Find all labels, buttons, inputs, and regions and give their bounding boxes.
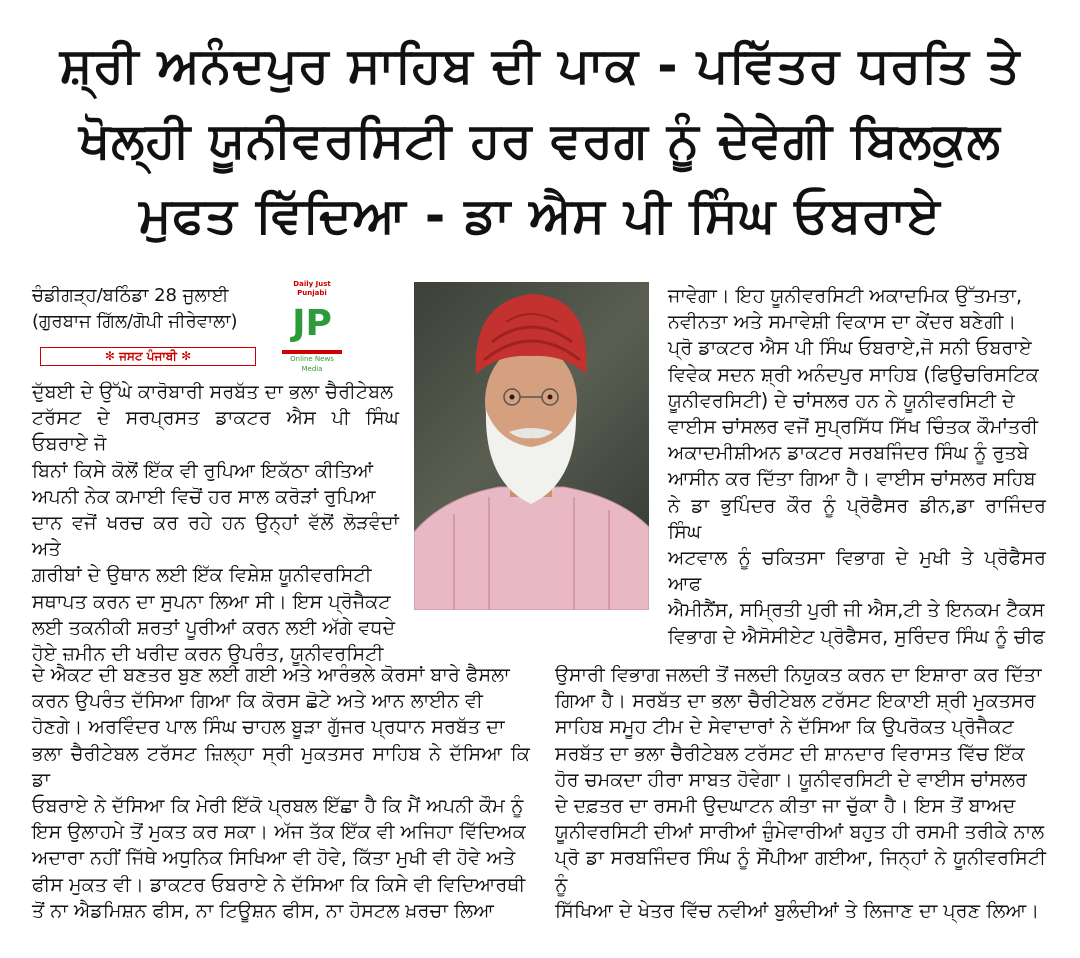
text-line: ਇਸ ਉਲਾਹਮੇ ਤੋਂ ਮੁਕਤ ਕਰ ਸਕਾ। ਅੱਜ ਤੱਕ ਇੱਕ ਵੀ ਅਜਿਹਾ ਵਿੱਦਿਅਕ — [32, 820, 526, 844]
right-column-bottom — [555, 662, 1046, 924]
right-column-top — [668, 283, 1046, 650]
logo-letters: JP — [282, 298, 342, 354]
text-line: ਹੋਰ ਚਮਕਦਾ ਹੀਰਾ ਸਾਬਤ ਹੋਵੇਗਾ। ਯੂਨੀਵਰਸਿਟੀ ਦੇ ਵਾਈਸ ਚਾਂਸਲਰ — [555, 767, 1027, 791]
text-line: ਸਾਹਿਬ ਸਮੂਹ ਟੀਮ ਦੇ ਸੇਵਾਦਾਰਾਂ ਨੇ ਦੱਸਿਆ ਕਿ ਉਪਰੋਕਤ ਪ੍ਰੋਜੈਕਟ — [555, 715, 1014, 739]
left-column-top — [32, 379, 399, 667]
headline — [20, 28, 1060, 253]
logo-bottom-text: Online News Media — [290, 355, 334, 373]
dateline — [32, 283, 238, 335]
text-line: ਟਰੱਸਟ ਦੇ ਸਰਪ੍ਰਸਤ ਡਾਕਟਰ ਐਸ ਪੀ ਸਿੰਘ ਓਬਰਾਏ ਜੋ — [32, 406, 399, 456]
text-line: ਗਿਆ ਹੈ। ਸਰਬੱਤ ਦਾ ਭਲਾ ਚੈਰੀਟੇਬਲ ਟਰੱਸਟ ਇਕਾਈ ਸ਼੍ਰੀ ਮੁਕਤਸਰ — [555, 689, 1036, 713]
text-line: ਦੇ ਦਫ਼ਤਰ ਦਾ ਰਸਮੀ ਉਦਘਾਟਨ ਕੀਤਾ ਜਾ ਚੁੱਕਾ ਹੈ। ਇਸ ਤੋਂ ਬਾਅਦ — [555, 794, 1016, 818]
text-line: ਆਸੀਨ ਕਰ ਦਿੱਤਾ ਗਿਆ ਹੈ। ਵਾਈਸ ਚਾਂਸਲਰ ਸਹਿਬ — [668, 467, 1036, 491]
text-line: ਨੇ ਡਾ ਭੁਪਿੰਦਰ ਕੌਰ ਨੂੰ ਪ੍ਰੋਫੈਸਰ ਡੀਨ,ਡਾ ਰਾਜਿੰਦਰ ਸਿੰਘ — [668, 493, 1046, 543]
portrait-photo — [414, 282, 649, 610]
text-line: ਸਰਬੱਤ ਦਾ ਭਲਾ ਚੈਰੀਟੇਬਲ ਟਰੱਸਟ ਦੀ ਸ਼ਾਨਦਾਰ ਵਿਰਾਸਤ ਵਿੱਚ ਇੱਕ — [555, 741, 1025, 765]
logo-top-text: Daily Just Punjabi — [293, 280, 331, 297]
left-column-bottom — [32, 662, 530, 924]
text-line: ਅਪਨੀ ਨੇਕ ਕਮਾਈ ਵਿਚੋਂ ਹਰ ਸਾਲ ਕਰੋੜਾਂ ਰੁਪਿਆ — [32, 484, 376, 508]
text-line: ਪ੍ਰੋ ਡਾਕਟਰ ਐਸ ਪੀ ਸਿੰਘ ਓਬਰਾਏ,ਜੋ ਸਨੀ ਓਬਰਾਏ — [668, 336, 1032, 360]
text-line: ਐਮੀਨੈਂਸ, ਸਮ੍ਰਿਤੀ ਪੁਰੀ ਜੀ ਐਸ,ਟੀ ਤੇ ਇਨਕਮ ਟੈਕਸ — [668, 598, 1045, 622]
headline-line: ਮੁਫਤ ਵਿੱਦਿਆ - ਡਾ ਐਸ ਪੀ ਸਿੰਘ ਓਬਰਾਏ — [139, 187, 941, 244]
text-line: ਪ੍ਰੋ ਡਾ ਸਰਬਜਿੰਦਰ ਸਿੰਘ ਨੂੰ ਸੌਂਪੀਆ ਗਈਆ, ਜਿਨ੍ਹਾਂ ਨੇ ਯੂਨੀਵਰਸਿਟੀ ਨੂੰ — [555, 846, 1046, 896]
dateline-place-date: ਚੰਡੀਗੜ੍ਹ/ਬਠਿੰਡਾ 28 ਜੁਲਾਈ — [32, 285, 229, 306]
text-line: ਅਕਾਦਮੀਸ਼ੀਅਨ ਡਾਕਟਰ ਸਰਬਜਿੰਦਰ ਸਿੰਘ ਨੂੰ ਰੁਤਬੇ — [668, 441, 1029, 465]
text-line: ਦੇ ਐਕਟ ਦੀ ਬਣਤਰ ਬੁਣ ਲਈ ਗਈ ਅਤੇ ਆਰੰਭਲੇ ਕੋਰਸਾਂ ਬਾਰੇ ਫੈਸਲਾ — [32, 663, 510, 686]
text-line: ਹੋਣਗੇ। ਅਰਵਿੰਦਰ ਪਾਲ ਸਿੰਘ ਚਾਹਲ ਬੂੜਾ ਗੁੱਜਰ ਪ੍ਰਧਾਨ ਸਰਬੱਤ ਦਾ — [32, 715, 505, 739]
text-line: ਗ਼ਰੀਬਾਂ ਦੇ ਉਥਾਨ ਲਈ ਇੱਕ ਵਿਸ਼ੇਸ਼ ਯੂਨੀਵਰਸਿਟੀ — [32, 563, 372, 587]
dateline-reporters: (ਗੁਰਬਾਜ ਗਿੱਲ/ਗੋਪੀ ਜੀਰੇਵਾਲਾ) — [32, 311, 238, 332]
text-line: ਅਦਾਰਾ ਨਹੀਂ ਜਿੱਥੇ ਅਧੁਨਿਕ ਸਿਖਿਆ ਵੀ ਹੋਵੇ, ਕਿੱਤਾ ਮੁਖੀ ਵੀ ਹੋਵੇ ਅਤੇ — [32, 846, 516, 870]
text-line: ਯੂਨੀਵਰਸਿਟੀ) ਦੇ ਚਾਂਸਲਰ ਹਨ ਨੇ ਯੂਨੀਵਰਸਿਟੀ ਦੇ — [668, 388, 1015, 412]
text-line: ਓਬਰਾਏ ਨੇ ਦੱਸਿਆ ਕਿ ਮੇਰੀ ਇੱਕੋ ਪ੍ਰਬਲ ਇੱਛਾ ਹੈ ਕਿ ਮੈਂ ਅਪਨੀ ਕੌਮ ਨੂੰ — [32, 794, 524, 818]
text-line: ਬਿਨਾਂ ਕਿਸੇ ਕੋਲੋਂ ਇੱਕ ਵੀ ਰੁਪਿਆ ਇਕੱਠਾ ਕੀਤਿਆਂ — [32, 458, 374, 482]
text-line: ਅਟਵਾਲ ਨੂੰ ਚਕਿਤਸਾ ਵਿਭਾਗ ਦੇ ਮੁਖੀ ਤੇ ਪ੍ਰੋਫੈਸਰ ਆਫ — [668, 546, 1046, 596]
text-line: ਵਾਈਸ ਚਾਂਸਲਰ ਵਜੋਂ ਸੁਪ੍ਰਸਿੱਧ ਸਿੱਖ ਚਿੰਤਕ ਕੌਮਾਂਤਰੀ — [668, 415, 1039, 439]
text-line: ਸਥਾਪਤ ਕਰਨ ਦਾ ਸੁਪਨਾ ਲਿਆ ਸੀ। ਇਸ ਪ੍ਰੋਜੈਕਟ — [32, 589, 391, 613]
text-line: ਸਿੱਖਿਆ ਦੇ ਖੇਤਰ ਵਿੱਚ ਨਵੀਆਂ ਬੁਲੰਦੀਆਂ ਤੇ ਲਿਜਾਣ ਦਾ ਪ੍ਰਣ ਲਿਆ। — [555, 898, 1040, 922]
text-line: ਹੋਏ ਜ਼ਮੀਨ ਦੀ ਖਰੀਦ ਕਰਨ ਉਪਰੰਤ, ਯੂਨੀਵਰਸਿਟੀ — [32, 642, 384, 666]
text-line: ਜਾਵੇਗਾ। ਇਹ ਯੂਨੀਵਰਸਿਟੀ ਅਕਾਦਮਿਕ ਉੱਤਮਤਾ, — [668, 284, 1023, 307]
text-line: ਵਿਵੇਕ ਸਦਨ ਸ਼੍ਰੀ ਅਨੰਦਪੁਰ ਸਾਹਿਬ (ਫਿਉਚਰਿਸਟਿਕ — [668, 362, 1039, 386]
text-line: ਦੁੱਬਈ ਦੇ ਉੱਘੇ ਕਾਰੋਬਾਰੀ ਸਰਬੱਤ ਦਾ ਭਲਾ ਚੈਰੀਟੇਬਲ — [32, 380, 394, 403]
text-line: ਉਸਾਰੀ ਵਿਭਾਗ ਜਲਦੀ ਤੋਂ ਜਲਦੀ ਨਿਯੁਕਤ ਕਰਨ ਦਾ ਇਸ਼ਾਰਾ ਕਰ ਦਿੱਤਾ — [555, 663, 1042, 686]
text-line: ਨਵੀਨਤਾ ਅਤੇ ਸਮਾਵੇਸ਼ੀ ਵਿਕਾਸ ਦਾ ਕੇਂਦਰ ਬਣੇਗੀ। — [668, 310, 1017, 334]
text-line: ਵਿਭਾਗ ਦੇ ਐਸੋਸੀਏਟ ਪ੍ਰੋਫੈਸਰ, ਸੁਰਿੰਦਰ ਸਿੰਘ ਨੂੰ ਚੀਫ — [668, 624, 1045, 648]
text-line: ਕਰਨ ਉਪਰੰਤ ਦੱਸਿਆ ਗਿਆ ਕਿ ਕੋਰਸ ਛੋਟੇ ਅਤੇ ਆਨ ਲਾਈਨ ਵੀ — [32, 689, 483, 713]
text-line: ਦਾਨ ਵਜੋਂ ਖਰਚ ਕਰ ਰਹੇ ਹਨ ਉਨ੍ਹਾਂ ਵੱਲੋਂ ਲੋੜਵੰਦਾਂ ਅਤੇ — [32, 511, 399, 561]
headline-line: ਖੋਲ੍ਹੀ ਯੂਨੀਵਰਸਿਟੀ ਹਰ ਵਰਗ ਨੂੰ ਦੇਵੇਗੀ ਬਿਲਕੁਲ — [79, 112, 1001, 169]
text-line: ਭਲਾ ਚੈਰੀਟੇਬਲ ਟਰੱਸਟ ਜ਼ਿਲ੍ਹਾ ਸ੍ਰੀ ਮੁਕਤਸਰ ਸਾਹਿਬ ਨੇ ਦੱਸਿਆ ਕਿ ਡਾ — [32, 741, 530, 791]
text-line: ਤੋਂ ਨਾ ਐਡਮਿਸ਼ਨ ਫੀਸ, ਨਾ ਟਿਊਸ਼ਨ ਫੀਸ, ਨਾ ਹੋਸਟਲ ਖ਼ਰਚਾ ਲਿਆ — [32, 898, 495, 922]
headline-line: ਸ਼੍ਰੀ ਅਨੰਦਪੁਰ ਸਾਹਿਬ ਦੀ ਪਾਕ - ਪਵਿੱਤਰ ਧਰਤਿ ਤੇ — [59, 37, 1021, 94]
text-line: ਲਈ ਤਕਨੀਕੀ ਸ਼ਰਤਾਂ ਪੂਰੀਆਂ ਕਰਨ ਲਈ ਅੱਗੇ ਵਧਦੇ — [32, 615, 396, 639]
text-line: ਯੂਨੀਵਰਸਿਟੀ ਦੀਆਂ ਸਾਰੀਆਂ ਜ਼ੁੰਮੇਵਾਰੀਆਂ ਬਹੁਤ ਹੀ ਰਸਮੀ ਤਰੀਕੇ ਨਾਲ — [555, 820, 1045, 844]
text-line: ਫੀਸ ਮੁਕਤ ਵੀ। ਡਾਕਟਰ ਓਬਰਾਏ ਨੇ ਦੱਸਿਆ ਕਿ ਕਿਸੇ ਵੀ ਵਿਦਿਆਰਥੀ — [32, 872, 526, 896]
source-badge: ✻ ਜਸਟ ਪੰਜਾਬੀ ✻ — [40, 347, 256, 366]
publication-logo — [282, 280, 342, 373]
